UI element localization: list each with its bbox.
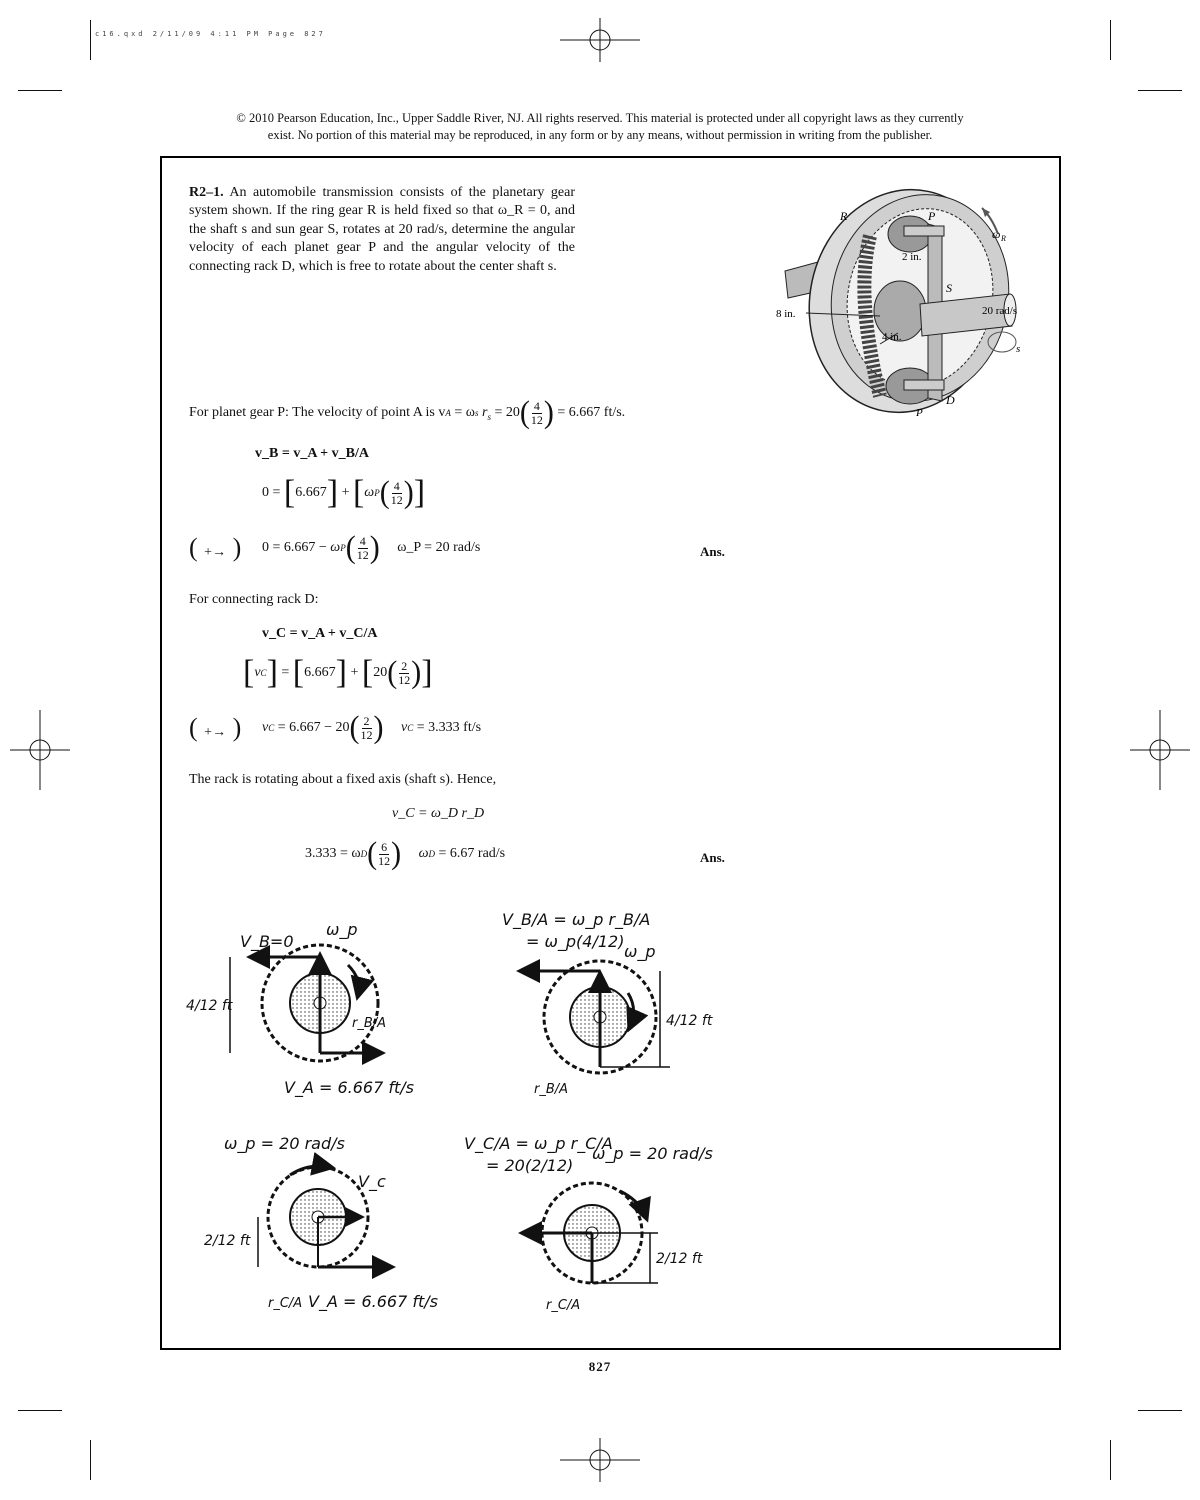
answer-marker-1: Ans. [700,544,725,559]
sketch3-vc: V_c [358,1172,386,1191]
sketch-3 [204,1134,438,1312]
sign-convention-2: ( +→ ) [189,713,242,742]
print-slug: c16.qxd 2/11/09 4:11 PM Page 827 [95,30,326,38]
sketch-1 [186,920,414,1098]
rack-axis-text: The rack is rotating about a fixed axis (shaft s). Hence, [189,772,497,787]
sketch2-vba2: = ω_p(4/12) [526,932,625,951]
eq-vc: v_C = v_A + v_C/A [262,626,378,641]
sketch-2 [502,910,713,1097]
eq-vc-vector: [ v C ] = [ 6.667 ] + [ 20 ( $\frac{2}{12}$ ) ] [243,654,433,691]
sketch1-vb: V_B=0 [240,932,294,951]
sketch3-wp: ω_p = 20 rad/s [224,1134,345,1153]
label-8in: 8 in. [776,308,796,320]
label-omega-R-sub: R [1001,234,1006,243]
sign-convention-1: ( +→ ) [189,533,242,562]
problem-statement [189,184,575,276]
label-S: S [946,281,952,295]
label-s: s [1016,343,1021,355]
label-20rad: 20 rad/s [982,305,1018,317]
label-P: P [928,209,936,223]
sketch1-va: V_A = 6.667 ft/s [284,1078,414,1097]
label-omega-R: ω [992,227,1001,241]
label-R: R [840,209,848,223]
sketch3-va: V_A = 6.667 ft/s [308,1292,438,1311]
planet-intro: For planet gear P: The velocity of point A is v A = ω s $r_s$ = 20 ( $\frac{4}{12}$ ) = 6.667 ft/s. [189,395,626,430]
problem-text: An automobile transmission consists of the planetary gear system shown. If the ring gear R is held fixed so that ω_R = 0, and the shaft s and sun gear S, rotates at 20 rad/s, determine the angular velocity of each planet gear P and the angular velocity of the connecting rack D, which is free to rotate about the center shaft s. [189,185,575,274]
page-number: 827 [588,1359,612,1374]
label-2in: 2 in. [902,251,922,263]
sketch2-wp: ω_p [624,942,656,961]
sketch2-dim: 4/12 ft [666,1013,713,1029]
problem-number: R2–1. [189,185,224,200]
sketch2-vba: V_B/A = ω_p r_B/A [502,910,651,929]
label-D: D [946,393,955,407]
sketch4-r: r_C/A [546,1298,581,1313]
copyright-notice: © 2010 Pearson Education, Inc., Upper Saddle River, NJ. All rights reserved. This material is protected under all copyright laws as they currently exist. No portion of this material may be reproduced, in any form or by any means, without permission in writing from the publisher. [236,111,964,142]
sketch1-dim: 4/12 ft [186,998,233,1014]
eq-vb-vector: 0 = [ 6.667 ] + [ ω P ( $\frac{4}{12}$ ) ] [262,474,426,511]
sketch3-dim: 2/12 ft [204,1233,251,1249]
sketch1-r: r_B/A [352,1016,387,1031]
answer-marker-2: Ans. [700,850,725,865]
sketch4-wp: ω_p = 20 rad/s [592,1144,713,1163]
eq-omega-d: 3.333 = ω D ( $\frac{6}{12}$ ) ω D = 6.67 rad/s [305,836,506,871]
sketch3-r: r_C/A [268,1296,303,1311]
sketch1-wp: ω_p [326,920,358,939]
label-4in: 4 in. [882,331,902,343]
eq-planet-scalar: 0 = 6.667 − ω P ( $\frac{4}{12}$ ) ω_P = 20 rad/s [262,530,481,565]
eq-rack-scalar: v C = 6.667 − 20 ( $\frac{2}{12}$ ) v C = 3.333 ft/s [262,710,482,745]
sketch4-vca2: = 20(2/12) [486,1156,574,1175]
sketch4-dim: 2/12 ft [656,1251,703,1267]
hand-sketches [180,895,740,1335]
planetary-gear-figure [770,176,1040,426]
sketch2-r: r_B/A [534,1082,569,1097]
eq-vc-omega: v_C = ω_D r_D [392,806,485,821]
rack-intro: For connecting rack D: [189,592,319,607]
label-P2: P [916,407,923,419]
sketch4-vca: V_C/A = ω_p r_C/A [464,1134,613,1153]
eq-vb: v_B = v_A + v_B/A [255,446,369,461]
sketch-4 [464,1134,713,1313]
